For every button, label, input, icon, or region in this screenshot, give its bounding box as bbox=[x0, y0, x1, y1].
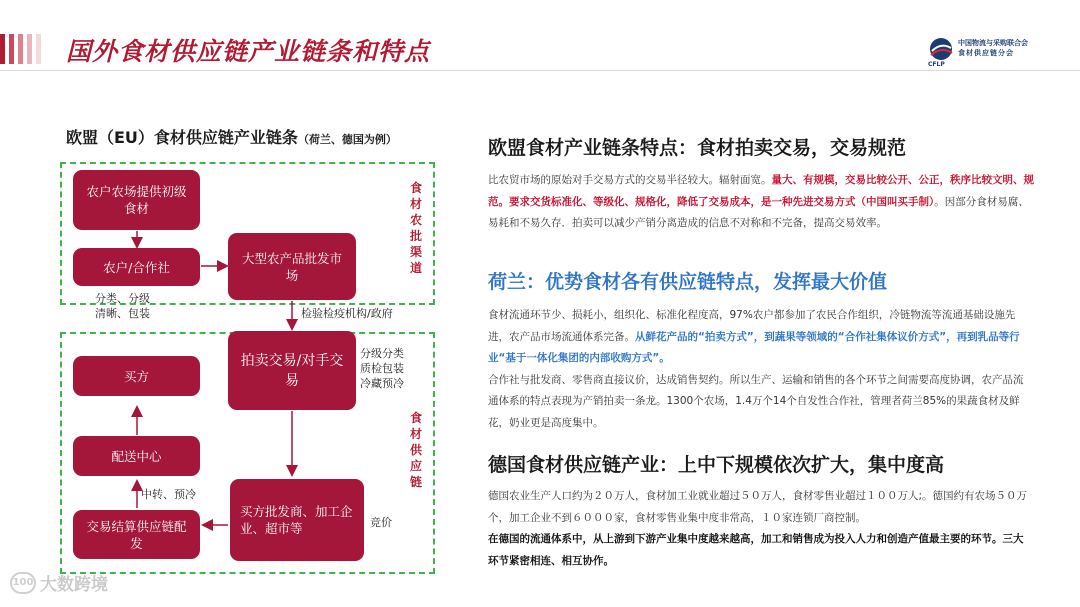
box-settlement: 交易结算供应链配发 bbox=[73, 510, 200, 559]
note-inspection: 检验检疫机构/政府 bbox=[301, 307, 393, 320]
section-de-body bbox=[488, 486, 1028, 572]
nl-text-highlight: 从鲜花产品的“拍卖方式”，到蔬果等领域的“合作社集体议价方式”，再到乳品等行业“基于一体化集团的内部收购方式”。 bbox=[488, 330, 1020, 364]
box-buyer: 买方 bbox=[73, 356, 200, 396]
box-distribution-center: 配送中心 bbox=[73, 436, 200, 476]
logo-line2: 食材供应链分会 bbox=[958, 49, 1014, 57]
section-nl-body bbox=[488, 305, 1028, 434]
section-eu-body bbox=[488, 170, 1036, 235]
eu-text-1: 比农贸市场的原始对手交易方式的交易半径较大。辐射面宽。 bbox=[488, 174, 772, 186]
de-text-highlight: 在德国的流通体系中，从上游到下游产业集中度越来越高，加工和销售成为投入人力和创造产值最主要的环节。三大环节紧密相连、相互协作。 bbox=[488, 533, 1024, 567]
nl-text-1: 食材流通环节少、损耗小，组织化、标准化程度高，97%农户都参加了农民合作组织，冷链物流等流通基础设施先进，农产品市场流通体系完备。 bbox=[488, 309, 1016, 343]
note-grading: 分级分类质检包装冷藏预冷 bbox=[360, 347, 404, 390]
page-title: 国外食材供应链产业链条和特点 bbox=[66, 37, 431, 66]
box-buyers-group: 买方批发商、加工企业、超市等 bbox=[230, 479, 364, 561]
zone-supply-chain-label: 食材供应链 bbox=[409, 411, 422, 489]
box-wholesale-market: 大型农产品批发市场 bbox=[228, 233, 356, 300]
section-eu-title: 欧盟食材产业链条特点：食材拍卖交易，交易规范 bbox=[488, 137, 907, 159]
box-coop: 农户/合作社 bbox=[73, 248, 200, 286]
section-nl-title: 荷兰：优势食材各有供应链特点，发挥最大价值 bbox=[488, 271, 888, 293]
logo-abbr: CFLP bbox=[928, 61, 945, 68]
watermark bbox=[10, 570, 108, 595]
logo-line1: 中国物流与采购联合会 bbox=[958, 39, 1028, 47]
nl-text-2: 合作社与批发商、零售商直接议价，达成销售契约。所以生产、运输和销售的各个环节之间需要高度协调，农产品流通体系的特点表现为产销拍卖一条龙。1300个农场，1.4万个14个自发性合作社，管理者荷兰85%的果蔬食材及鲜花，奶业更是高度集中。 bbox=[488, 373, 1024, 429]
section-de-title: 德国食材供应链产业：上中下规模依次扩大，集中度高 bbox=[488, 454, 945, 476]
eu-text-2: 。因部分食材易腐、易耗和不易久存．拍卖可以减少产销分离造成的信息不对称和不完备，提高交易效率。 bbox=[488, 195, 1029, 229]
watermark-text: 大数跨境 bbox=[40, 575, 108, 595]
note-sorting: 分类、分级清晰、包装 bbox=[95, 292, 150, 320]
watermark-icon: 100 bbox=[10, 572, 36, 594]
eu-text-highlight: 量大、有规模，交易比较公开、公正，秩序比较文明、规范。要求交货标准化、等级化、规格化，降低了交易成本，是一种先进交易方式（中国叫买手制） bbox=[488, 174, 1034, 208]
zone-agri-wholesale-label: 食材农批渠道 bbox=[409, 181, 422, 275]
note-transit: 中转、预冷 bbox=[141, 488, 196, 501]
note-bidding: 竞价 bbox=[370, 516, 392, 529]
diagram-title-note: （荷兰、德国为例） bbox=[297, 133, 397, 146]
box-farm-supply: 农户农场提供初级食材 bbox=[73, 170, 200, 230]
box-auction: 拍卖交易/对手交易 bbox=[228, 331, 356, 410]
diagram-title-main: 欧盟（EU）食材供应链产业链条 bbox=[66, 128, 298, 147]
de-text-1: 德国农业生产人口约为２０万人，食材加工业就业超过５０万人，食材零售业超过１００万人;。德国约有农场５０万个，加工企业不到６０００家，食材零售业集中度非常高，１０家连锁厂商控制。 bbox=[488, 490, 1028, 524]
